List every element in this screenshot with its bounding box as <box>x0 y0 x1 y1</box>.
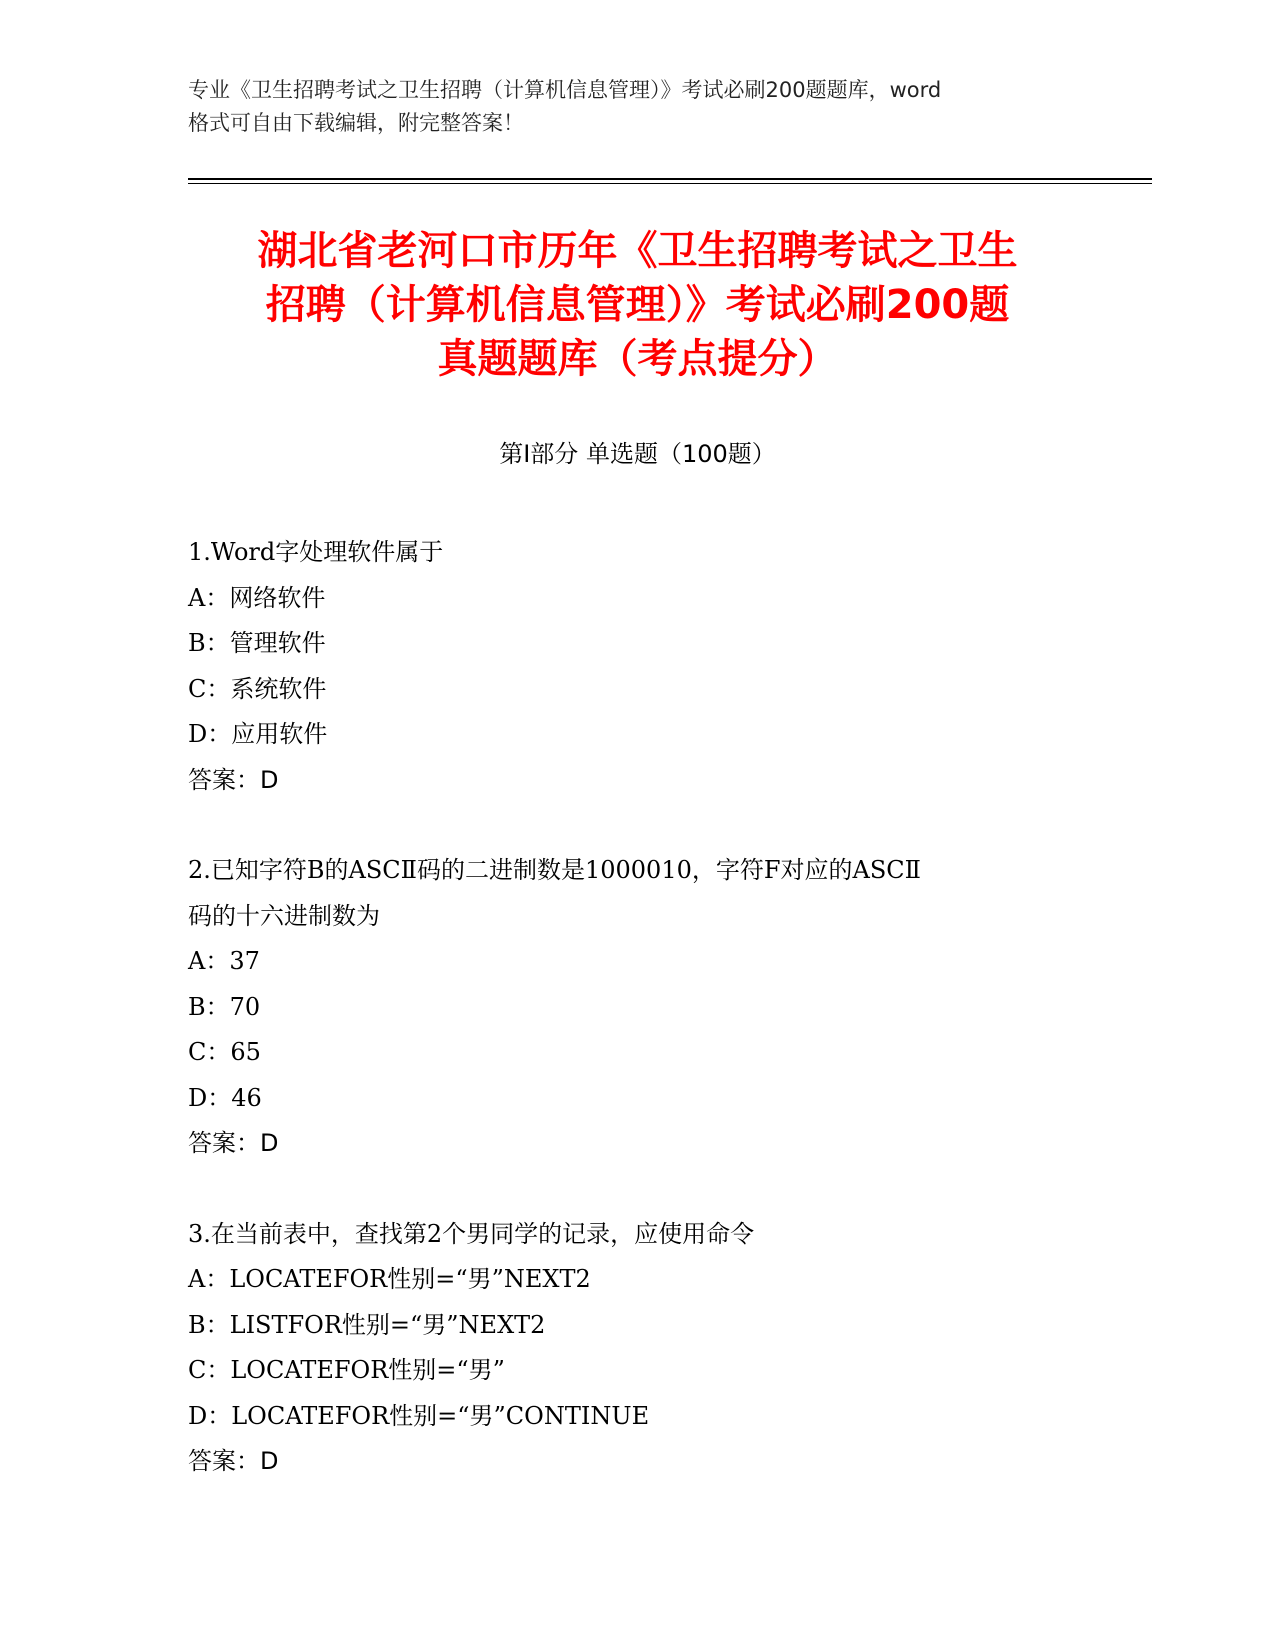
option-b: B：70 <box>188 992 261 1021</box>
option-c: C：LOCATEFOR性别=“男” <box>188 1356 505 1384</box>
option-b: B：管理软件 <box>188 629 326 657</box>
document-title <box>150 224 1125 386</box>
option-a: A：LOCATEFOR性别=“男”NEXT2 <box>188 1265 591 1293</box>
document-title-line-2: 招聘（计算机信息管理）》考试必刷200题 <box>265 282 1010 328</box>
option-a: A：37 <box>188 947 260 975</box>
question-text: 2.已知字符B的ASCⅡ码的二进制数是1000010，字符F对应的ASCⅡ <box>188 856 921 884</box>
answer: 答案：D <box>188 1129 279 1157</box>
document-title-line-1: 湖北省老河口市历年《卫生招聘考试之卫生 <box>257 228 1018 274</box>
question-list <box>188 530 1088 1530</box>
section-title: 第I部分 单选题（100题） <box>499 440 776 468</box>
option-d: D：应用软件 <box>188 720 328 748</box>
option-a: A：网络软件 <box>188 583 326 612</box>
header-note <box>188 74 1088 140</box>
question-3 <box>188 1212 1088 1485</box>
question-2 <box>188 848 1088 1167</box>
header-divider-thin <box>188 183 1152 184</box>
answer: 答案：D <box>188 765 279 794</box>
question-text: 3.在当前表中，查找第2个男同学的记录，应使用命令 <box>188 1219 755 1248</box>
question-text-continued: 码的十六进制数为 <box>188 901 380 930</box>
header-note-line-2: 格式可自由下载编辑，附完整答案！ <box>188 111 524 135</box>
header-note-line-1: 专业《卫生招聘考试之卫生招聘（计算机信息管理）》考试必刷200题题库，word <box>188 78 942 102</box>
header-divider-thick <box>188 178 1152 180</box>
option-d: D：LOCATEFOR性别=“男”CONTINUE <box>188 1401 650 1430</box>
option-c: C：系统软件 <box>188 674 327 703</box>
document-title-line-3: 真题题库（考点提分） <box>437 336 838 382</box>
option-d: D：46 <box>188 1083 262 1112</box>
option-b: B：LISTFOR性别=“男”NEXT2 <box>188 1310 546 1339</box>
option-c: C：65 <box>188 1038 261 1066</box>
question-text: 1.Word字处理软件属于 <box>188 538 444 566</box>
question-1 <box>188 530 1088 803</box>
answer: 答案：D <box>188 1447 279 1475</box>
